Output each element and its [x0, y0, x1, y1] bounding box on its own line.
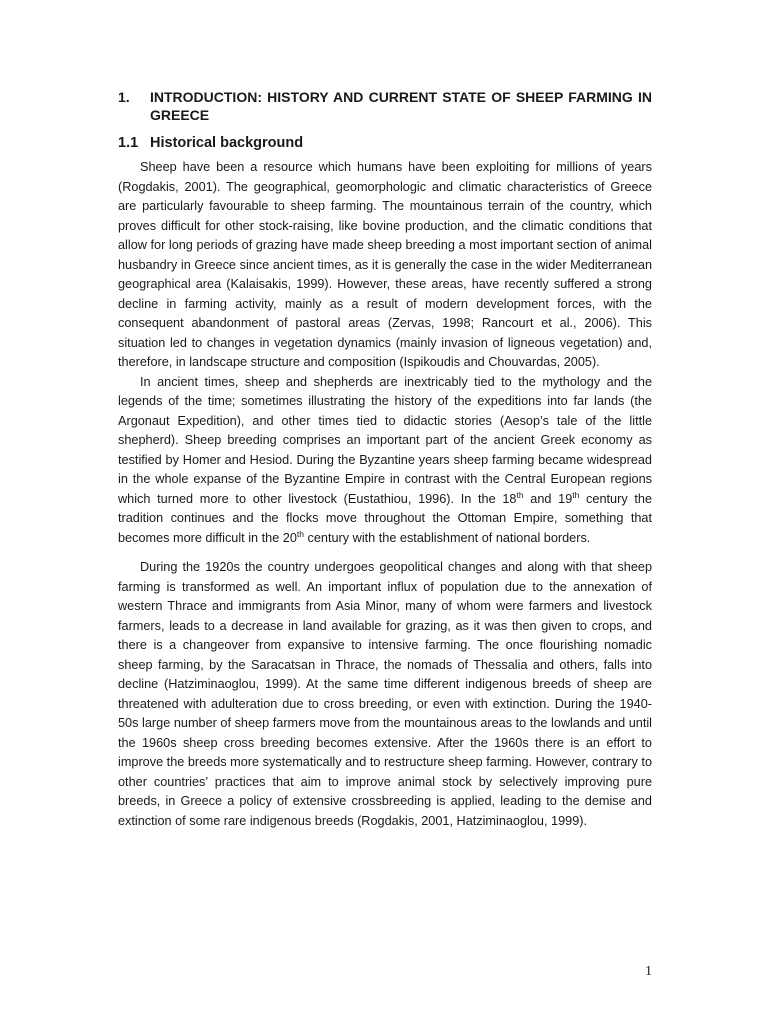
body-text	[118, 158, 652, 831]
section-title: Historical background	[150, 135, 304, 151]
superscript-th: th	[516, 489, 524, 500]
paragraph-2-text: century with the establishment of national borders.	[304, 530, 591, 545]
superscript-th: th	[572, 489, 580, 500]
chapter-number: 1.	[118, 89, 130, 105]
chapter-title: INTRODUCTION: HISTORY AND CURRENT STATE OF SHEEP FARMING IN GREECE	[150, 89, 652, 123]
paragraph-2-text: In ancient times, sheep and shepherds are inextricably tied to the mythology and the legends of the time; sometimes illustrating the history of the expeditions into far lands (the Argonaut Expedition), and other times tied to didactic stories (Aesop’s tale of the little shepherd). Sheep breeding comprises an important part of the ancient Greek economy as testified by Homer and Hesiod. During the Byzantine years sheep farming became widespread in the whole expanse of the Byzantine Empire in contrast with the Central European regions which turned more to other livestock (Eustathiou, 1996). In the 18	[118, 374, 652, 506]
section-heading	[118, 134, 303, 152]
page-number: 1	[645, 964, 652, 979]
paragraph-2-text: and 19	[523, 491, 573, 506]
paragraph-1: Sheep have been a resource which humans have been exploiting for millions of years (Rogdakis, 2001). The geographical, geomorphologic and climatic characteristics of Greece are particularly favourable to sheep farming. The mountainous terrain of the country, which proves difficult for other stock-raising, like bovine production, and the climatic conditions that allow for long periods of grazing have made sheep breeding a most important section of animal husbandry in Greece since ancient times, as it is generally the case in the wider Mediterranean geographical area (Kalaisakis, 1999). However, these areas, have recently suffered a strong decline in farming activity, mainly as a result of modern development forces, with the consequent abandonment of pastoral areas (Zervas, 1998; Rancourt et al., 2006). This situation led to changes in vegetation dynamics (mainly invasion of ligneous vegetation) and, therefore, in landscape structure and composition (Ispikoudis and Chouvardas, 2005).	[118, 160, 652, 369]
superscript-th: th	[296, 528, 304, 539]
paragraph-3: During the 1920s the country undergoes geopolitical changes and along with that sheep farming is transformed as well. An important influx of population due to the annexation of western Thrace and immigrants from Asia Minor, many of whom were farmers and livestock farmers, leads to a decrease in land available for grazing, as it was then given to crops, and there is a changeover from expansive to intensive farming. The once flourishing nomadic sheep farming, by the Saracatsan in Thrace, the nomads of Thessalia and others, falls into decline (Hatziminaoglou, 1999). At the same time different indigenous breeds of sheep are threatened with adulteration due to cross breeding, or even with extinction. During the 1940-50s large number of sheep farmers move from the mountainous areas to the lowlands and until the 1960s sheep cross breeding becomes extensive. After the 1960s there is an effort to improve the breeds more systematically and to restructure sheep farming. However, contrary to other countries’ practices that aim to improve animal stock by selectively improving pure breeds, in Greece a policy of extensive crossbreeding is applied, leading to the demise and extinction of some rare indigenous breeds (Rogdakis, 2001, Hatziminaoglou, 1999).	[118, 560, 652, 828]
paragraph-2-text: century the tradition continues and the flocks move throughout the Ottoman Empire, something that becomes more difficult in the 20	[118, 491, 653, 545]
paragraph-2	[118, 373, 652, 549]
section-number: 1.1	[118, 135, 139, 151]
chapter-heading	[118, 88, 652, 124]
